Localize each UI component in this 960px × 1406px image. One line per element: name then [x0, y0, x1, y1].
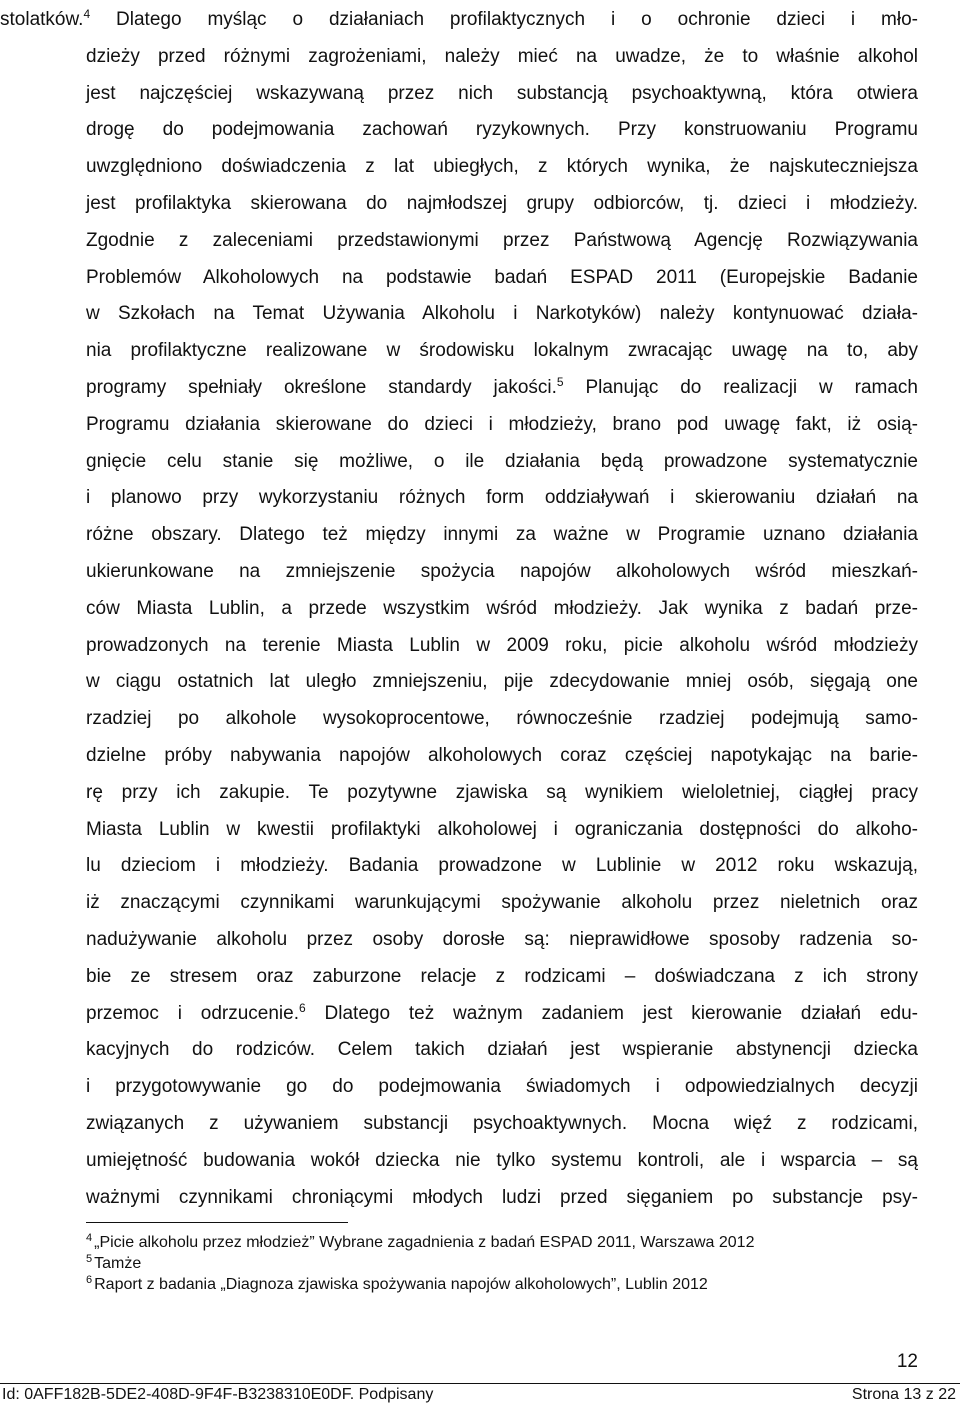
- footnote-text: „Picie alkoholu przez młodzież” Wybrane zagadnienia z badań ESPAD 2011, Warszawa 2012: [94, 1234, 755, 1251]
- text-line: [86, 76, 918, 113]
- text-run: Planując do realizacji w ramach: [563, 376, 918, 398]
- text-run: uwzględniono doświadczenia z lat ubiegłych, z których wynika, że najskuteczniejsza: [86, 156, 918, 178]
- text-run: prowadzonych na terenie Miasta Lublin w 2009 roku, picie alkoholu wśród młodzieży: [86, 634, 918, 656]
- footnote-text: Raport z badania „Diagnoza zjawiska spożywania napojów alkoholowych”, Lublin 2012: [94, 1276, 708, 1293]
- document-footer-bar: [0, 1383, 960, 1406]
- text-run: Programu działania skierowane do dzieci i młodzieży, brano pod uwagę fakt, iż osią-: [86, 413, 918, 435]
- text-line: [86, 996, 918, 1033]
- text-line: [86, 1143, 918, 1180]
- text-line: [86, 112, 918, 149]
- text-line: [86, 701, 918, 738]
- text-line: [86, 370, 918, 407]
- text-line: [86, 223, 918, 260]
- text-line: [86, 260, 918, 297]
- text-line: [86, 186, 918, 223]
- footnote-reference: 6: [299, 1000, 306, 1015]
- text-run: nadużywanie alkoholu przez osoby dorosłe są: nieprawidłowe sposoby radzenia so-: [86, 928, 918, 950]
- text-run: w Szkołach na Temat Używania Alkoholu i Narkotyków) należy kontynuować działa-: [86, 303, 918, 325]
- text-line: [86, 1069, 918, 1106]
- text-run: Zgodnie z zaleceniami przedstawionymi przez Państwową Agencję Rozwiązywania: [86, 229, 918, 251]
- text-run: i planowo przy wykorzystaniu różnych form oddziaływań i skierowaniu działań na: [86, 487, 918, 509]
- footnote-item: [86, 1253, 916, 1274]
- text-run: przemoc i odrzucenie.: [86, 1002, 299, 1024]
- text-run: nia profilaktyczne realizowane w środowisku lokalnym zwracając uwagę na to, aby: [86, 340, 918, 362]
- text-run: ukierunkowane na zmniejszenie spożycia napojów alkoholowych wśród mieszkań-: [86, 560, 918, 582]
- text-run: ców Miasta Lublin, a przede wszystkim wśród młodzieży. Jak wynika z badań prze-: [86, 597, 918, 619]
- footnote-item: [86, 1274, 916, 1295]
- text-run: iż znaczącymi czynnikami warunkującymi spożywanie alkoholu przez nieletnich oraz: [86, 892, 918, 914]
- text-line: [86, 922, 918, 959]
- text-run: związanych z używaniem substancji psychoaktywnych. Mocna więź z rodzicami,: [86, 1112, 918, 1134]
- text-run: dzielne próby nabywania napojów alkoholowych coraz częściej napotykając na barie-: [86, 744, 918, 766]
- text-run: w ciągu ostatnich lat uległo zmniejszeniu, pije zdecydowanie mniej osób, sięgają one: [86, 671, 918, 693]
- text-line: [86, 554, 918, 591]
- footnote-mark: 4: [86, 1231, 93, 1244]
- text-line: [86, 959, 918, 996]
- text-line: [86, 591, 918, 628]
- text-run: kacyjnych do rodziców. Celem takich działań jest wspieranie abstynencji dziecka: [86, 1039, 918, 1061]
- text-run: i przygotowywanie go do podejmowania świadomych i odpowiedzialnych decyzji: [86, 1076, 918, 1098]
- text-run: jest profilaktyka skierowana do najmłodszej grupy odbiorców, tj. dzieci i młodzieży.: [86, 192, 918, 214]
- footnote-reference: 4: [83, 6, 91, 21]
- text-run: rzadziej po alkohole wysokoprocentowe, równocześnie rzadziej podejmują samo-: [86, 708, 918, 730]
- text-run: drogę do podejmowania zachowań ryzykownych. Przy konstruowaniu Programu: [86, 119, 918, 141]
- text-run: gnięcie celu stanie się możliwe, o ile działania będą prowadzone systematycznie: [86, 450, 918, 472]
- text-run: ważnymi czynnikami chroniącymi młodych ludzi przed sięganiem po substancje psy-: [86, 1186, 918, 1208]
- text-line: [86, 296, 918, 333]
- text-run: lu dzieciom i młodzieży. Badania prowadzone w Lublinie w 2012 roku wskazują,: [86, 855, 918, 877]
- text-line: [86, 664, 918, 701]
- footnote-mark: 6: [86, 1273, 93, 1286]
- text-line: [86, 149, 918, 186]
- text-line: [86, 885, 918, 922]
- text-run: bie ze stresem oraz zaburzone relacje z rodzicami – doświadczana z ich strony: [86, 965, 918, 987]
- footnotes: [86, 1232, 916, 1295]
- text-line: [86, 39, 918, 76]
- footnote-mark: 5: [86, 1252, 93, 1265]
- text-line: [86, 1032, 918, 1069]
- text-line: [86, 812, 918, 849]
- text-run: Dlatego myśląc o działaniach profilaktycznych i o ochronie dzieci i mło-: [90, 9, 918, 30]
- text-run: różne obszary. Dlatego też między innymi za ważne w Programie uznano działania: [86, 524, 918, 546]
- text-line: [86, 848, 918, 885]
- text-run: Miasta Lublin w kwestii profilaktyki alkoholowej i ograniczania dostępności do alkoho-: [86, 818, 918, 840]
- text-line: [86, 738, 918, 775]
- text-line: [86, 480, 918, 517]
- text-line: [86, 407, 918, 444]
- text-run: umiejętność budowania wokół dziecka nie tylko systemu kontroli, ale i wsparcia – są: [86, 1149, 918, 1171]
- footnote-separator: [86, 1222, 348, 1223]
- footnote-text: Tamże: [94, 1255, 142, 1272]
- text-run: stolatków.: [0, 9, 84, 30]
- text-line: [86, 517, 918, 554]
- text-run: programy spełniały określone standardy jakości.: [86, 376, 557, 398]
- text-line: [86, 775, 918, 812]
- text-line: [86, 444, 918, 481]
- text-line: [86, 1180, 918, 1217]
- text-run: rę przy ich zakupie. Te pozytywne zjawiska są wynikiem wieloletniej, ciągłej pracy: [86, 781, 918, 803]
- body-text: [0, 2, 918, 1216]
- text-run: jest najczęściej wskazywaną przez nich substancją psychoaktywną, która otwiera: [86, 82, 918, 104]
- page-number: 12: [896, 1351, 918, 1372]
- text-run: Dlatego też ważnym zadaniem jest kierowanie działań edu-: [305, 1002, 918, 1024]
- text-run: dzieży przed różnymi zagrożeniami, należy mieć na uwadze, że to właśnie alkohol: [86, 45, 918, 67]
- footnote-item: [86, 1232, 916, 1253]
- text-line: [0, 2, 918, 39]
- footnote-reference: 5: [556, 374, 564, 389]
- text-line: [86, 1106, 918, 1143]
- text-line: [86, 628, 918, 665]
- document-id: Id: 0AFF182B-5DE2-408D-9F4F-B3238310E0DF. Podpisany: [2, 1386, 434, 1403]
- text-line: [86, 333, 918, 370]
- page-counter: Strona 13 z 22: [851, 1386, 956, 1403]
- text-run: Problemów Alkoholowych na podstawie badań ESPAD 2011 (Europejskie Badanie: [86, 266, 918, 288]
